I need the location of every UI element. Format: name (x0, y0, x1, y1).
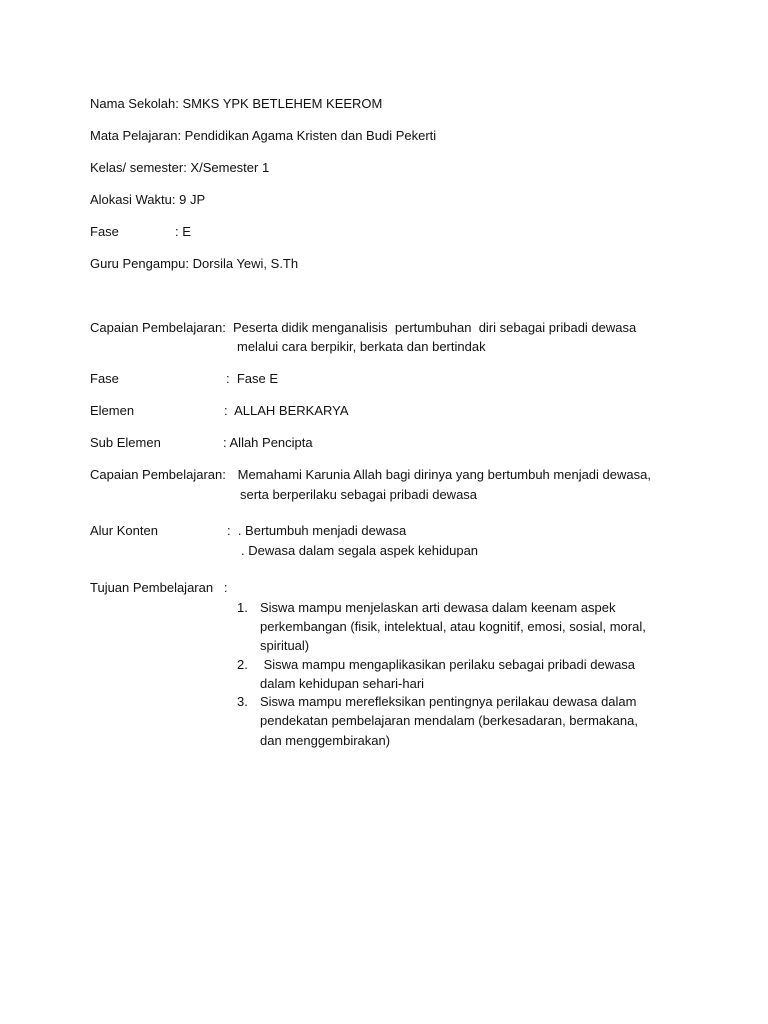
tujuan-item-3-line2: pendekatan pembelajaran mendalam (berkesadaran, bermakana, (260, 713, 638, 728)
capaian-pembelajaran-label: Capaian Pembelajaran: (90, 320, 226, 335)
tujuan-item-3-number: 3. (237, 694, 248, 709)
tujuan-pembelajaran-label: Tujuan Pembelajaran : (90, 580, 228, 595)
sub-elemen-value: : Allah Pencipta (223, 435, 313, 450)
tujuan-item-1-line1: Siswa mampu menjelaskan arti dewasa dalam keenam aspek (260, 600, 616, 615)
tujuan-item-2-number: 2. (237, 657, 248, 672)
tujuan-item-1-line3: spiritual) (260, 638, 310, 653)
capaian-pembelajaran-2-line2: serta berperilaku sebagai pribadi dewasa (240, 487, 478, 502)
fase-value: : E (175, 224, 191, 239)
fase-e-label: Fase (90, 371, 119, 386)
fase-e-value: : Fase E (226, 371, 279, 386)
alur-konten-line1: : . Bertumbuh menjadi dewasa (227, 523, 407, 538)
capaian-pembelajaran-2-label: Capaian Pembelajaran: (90, 467, 226, 482)
mata-pelajaran: Mata Pelajaran: Pendidikan Agama Kristen dan Budi Pekerti (90, 128, 437, 143)
tujuan-item-2-line1: Siswa mampu mengaplikasikan perilaku sebagai pribadi dewasa (260, 657, 636, 672)
capaian-pembelajaran-2-line1: Memahami Karunia Allah bagi dirinya yang bertumbuh menjadi dewasa, (234, 467, 651, 482)
tujuan-item-1-number: 1. (237, 600, 248, 615)
kelas-semester: Kelas/ semester: X/Semester 1 (90, 160, 270, 175)
fase-label: Fase (90, 224, 119, 239)
elemen-label: Elemen (90, 403, 135, 418)
tujuan-item-3-line1: Siswa mampu merefleksikan pentingnya perilakau dewasa dalam (260, 694, 637, 709)
elemen-value: : ALLAH BERKARYA (224, 403, 349, 418)
capaian-pembelajaran-line2: melalui cara berpikir, berkata dan bertindak (237, 339, 486, 354)
sub-elemen-label: Sub Elemen (90, 435, 161, 450)
capaian-pembelajaran-line1: Peserta didik menganalisis pertumbuhan diri sebagai pribadi dewasa (233, 320, 637, 335)
guru-pengampu: Guru Pengampu: Dorsila Yewi, S.Th (90, 256, 299, 271)
tujuan-item-3-line3: dan menggembirakan) (260, 733, 391, 748)
tujuan-item-2-line2: dalam kehidupan sehari-hari (260, 676, 425, 691)
alur-konten-line2: . Dewasa dalam segala aspek kehidupan (241, 543, 479, 558)
tujuan-item-1-line2: perkembangan (fisik, intelektual, atau kognitif, emosi, sosial, moral, (260, 619, 646, 634)
nama-sekolah: Nama Sekolah: SMKS YPK BETLEHEM KEEROM (90, 96, 383, 111)
alur-konten-label: Alur Konten (90, 523, 158, 538)
alokasi-waktu: Alokasi Waktu: 9 JP (90, 192, 206, 207)
